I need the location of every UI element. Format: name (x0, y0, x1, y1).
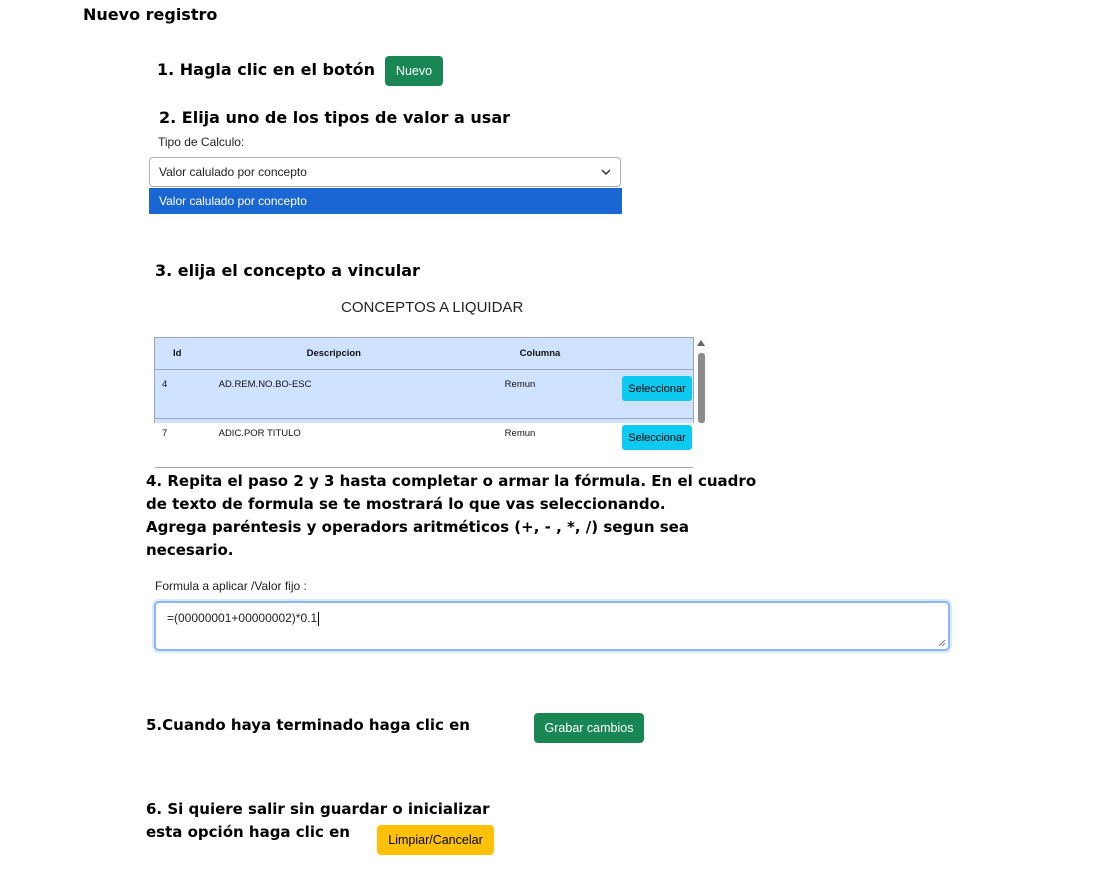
resize-handle-icon[interactable] (938, 639, 946, 647)
step6-line-2: esta opción haga clic en (146, 823, 350, 841)
col-header-action (613, 338, 693, 370)
step4-line-3: Agrega paréntesis y operadors aritméticos (+, - , *, /) segun sea (146, 518, 689, 536)
step4-line-4: necesario. (146, 541, 234, 559)
table-title: CONCEPTOS A LIQUIDAR (341, 299, 524, 316)
table-row (155, 419, 693, 468)
chevron-down-icon (600, 166, 612, 178)
cell-id: 7 (155, 419, 219, 468)
table-row (155, 370, 693, 419)
page-title: Nuevo registro (83, 5, 218, 24)
scroll-up-arrow-icon[interactable] (697, 340, 705, 346)
cell-columna: Remun (476, 419, 613, 468)
tipo-calculo-select[interactable] (149, 157, 621, 187)
conceptos-table (154, 337, 694, 444)
limpiar-cancelar-button[interactable]: Limpiar/Cancelar (377, 825, 494, 855)
dropdown-option-valor-calculado[interactable]: Valor calulado por concepto (149, 188, 622, 214)
cell-id: 4 (155, 370, 219, 419)
col-header-id: Id (155, 338, 219, 370)
text-caret (318, 612, 319, 626)
col-header-descripcion: Descripcion (219, 338, 476, 370)
scrollbar-thumb[interactable] (698, 353, 705, 423)
col-header-columna: Columna (476, 338, 613, 370)
nuevo-button[interactable]: Nuevo (385, 56, 443, 86)
formula-label: Formula a aplicar /Valor fijo : (155, 579, 307, 593)
step4-line-1: 4. Repita el paso 2 y 3 hasta completar o armar la fórmula. En el cuadro (146, 472, 757, 490)
seleccionar-button[interactable]: Seleccionar (622, 376, 692, 401)
step5-text: 5.Cuando haya terminado haga clic en (146, 716, 470, 734)
table-header-row (155, 338, 693, 370)
tipo-calculo-value: Valor calulado por concepto (159, 165, 307, 179)
cell-descripcion: AD.REM.NO.BO-ESC (219, 370, 476, 419)
cell-columna: Remun (476, 370, 613, 419)
step4-line-2: de texto de formula se te mostrará lo que vas seleccionando. (146, 495, 666, 513)
formula-textarea[interactable] (154, 601, 950, 651)
grabar-cambios-button[interactable]: Grabar cambios (534, 713, 644, 743)
seleccionar-button[interactable]: Seleccionar (622, 425, 692, 450)
step6-line-1: 6. Si quiere salir sin guardar o inicializar (146, 800, 490, 818)
step3-text: 3. elija el concepto a vincular (155, 261, 420, 280)
step1-text: 1. Hagla clic en el botón (157, 60, 375, 79)
cell-descripcion: ADIC.POR TITULO (219, 419, 476, 468)
step2-text: 2. Elija uno de los tipos de valor a usar (159, 108, 510, 127)
formula-value: =(00000001+00000002)*0.1 (167, 611, 318, 625)
tipo-calculo-label: Tipo de Calculo: (158, 135, 245, 149)
